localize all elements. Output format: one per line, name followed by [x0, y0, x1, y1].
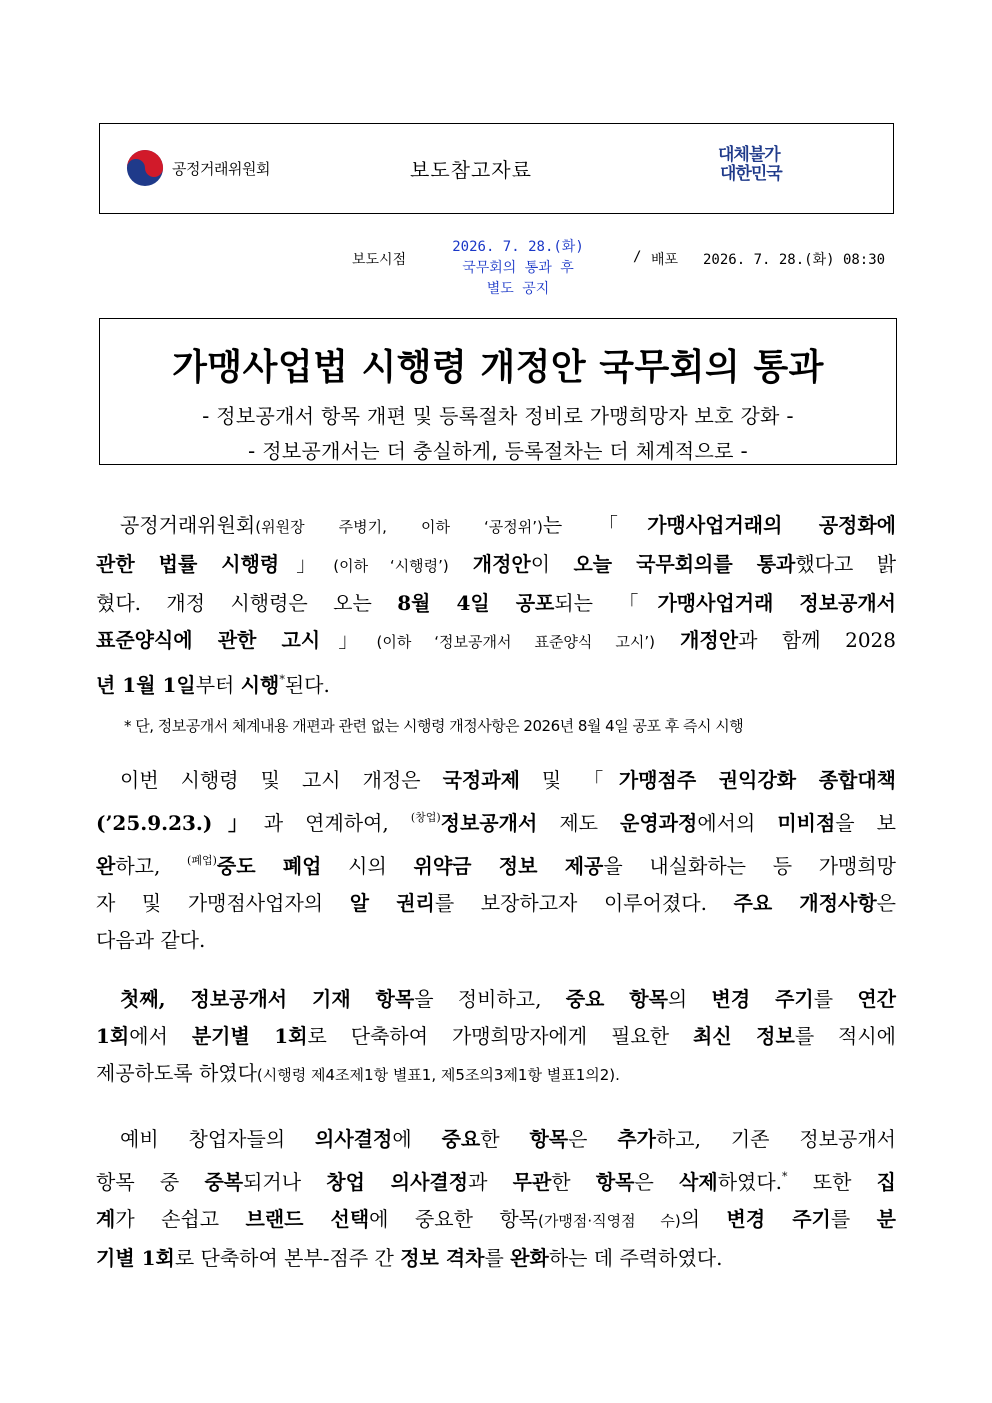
p3-line-1: 첫째, 정보공개서 기재 항목을 정비하고, 중요 항목의 변경 주기를 연간 — [120, 987, 896, 1011]
p4-line-4: 기별 1회로 단축하여 본부-점주 간 정보 격차를 완화하는 데 주력하였다. — [96, 1246, 723, 1270]
p1-line-5: 년 1월 1일부터 시행*된다. — [96, 673, 330, 697]
taegeuk-emblem-icon — [126, 149, 164, 187]
release-info — [0, 237, 992, 301]
p1-line-1: 공정거래위원회(위원장 주병기, 이하 ‘공정위’)는 「가맹사업거래의 공정화에 — [120, 513, 896, 537]
p3-line-2: 1회에서 분기별 1회로 단축하여 가맹희망자에게 필요한 최신 정보를 적시에 — [96, 1024, 897, 1048]
slogan-logo — [718, 146, 818, 194]
p2-line-3: 완하고, $^{(폐업)}$중도 폐업 시의 위약금 정보 제공을 내실화하는 등 가맹희망 — [96, 854, 896, 878]
release-label: 보도시점 — [352, 252, 407, 268]
paragraph-3 — [96, 981, 896, 1094]
title-box — [99, 318, 897, 465]
release-date — [438, 237, 598, 300]
p2-line-2: (’25.9.23.)」과 연계하여, $^{(창업)}$정보공개서 제도 운영과정에서의 미비점을 보 — [96, 811, 896, 835]
release-separator: / — [633, 249, 642, 265]
p2-line-1: 이번 시행령 및 고시 개정은 국정과제 및 「가맹점주 권익강화 종합대책 — [120, 768, 896, 792]
org-name: 공정거래위원회 — [172, 159, 270, 178]
slogan-line-1: 대체불가 — [718, 145, 780, 165]
p1-line-3: 혔다. 개정 시행령은 오는 8월 4일 공포되는 「가맹사업거래 정보공개서 — [96, 591, 897, 615]
p2-line-4: 자 및 가맹점사업자의 알 권리를 보장하고자 이루어졌다. 주요 개정사항은 — [96, 891, 896, 915]
release-date-line-1: 2026. 7. 28.(화) — [452, 239, 584, 255]
p4-line-1: 예비 창업자들의 의사결정에 중요한 항목은 추가하고, 기존 정보공개서 — [120, 1127, 896, 1151]
paragraph-1 — [96, 507, 896, 704]
doc-type: 보도참고자료 — [410, 158, 532, 182]
release-date-line-3: 별도 공지 — [486, 281, 550, 297]
release-date-line-2: 국무회의 통과 후 — [462, 260, 574, 276]
page-title: 가맹사업법 시행령 개정안 국무회의 통과 — [172, 347, 824, 388]
distribution-time: 2026. 7. 28.(화) 08:30 — [703, 252, 886, 268]
subtitle-2: - 정보공개서는 더 충실하게, 등록절차는 더 체계적으로 - — [248, 439, 748, 463]
paragraph-2 — [96, 762, 896, 959]
p1-line-4: 표준양식에 관한 고시」(이하 ‘정보공개서 표준양식 고시’) 개정안과 함께 2028 — [96, 628, 897, 652]
p4-line-2: 항목 중 중복되거나 창업 의사결정과 무관한 항목은 삭제하였다.* 또한 집 — [96, 1170, 896, 1194]
footnote: * 단, 정보공개서 체계내용 개편과 관련 없는 시행령 개정사항은 2026년 8월 4일 공포 후 즉시 시행 — [124, 717, 744, 735]
slogan-line-2: 대한민국 — [720, 164, 782, 184]
distribution-label: 배포 — [651, 252, 679, 268]
p4-line-3: 계가 손쉽고 브랜드 선택에 중요한 항목(가맹점·직영점 수)의 변경 주기를 분 — [96, 1207, 896, 1231]
ftc-logo — [126, 148, 270, 188]
subtitle-1: - 정보공개서 항목 개편 및 등록절차 정비로 가맹희망자 보호 강화 - — [202, 404, 794, 428]
p2-line-5: 다음과 같다. — [96, 928, 206, 952]
p1-line-2: 관한 법률 시행령」(이하 ‘시행령’) 개정안이 오늘 국무회의를 통과했다고 밝 — [96, 552, 897, 576]
p3-line-3: 제공하도록 하였다(시행령 제4조제1항 별표1, 제5조의3제1항 별표1의2). — [96, 1061, 620, 1085]
header-box — [99, 123, 894, 214]
paragraph-4 — [96, 1121, 896, 1277]
